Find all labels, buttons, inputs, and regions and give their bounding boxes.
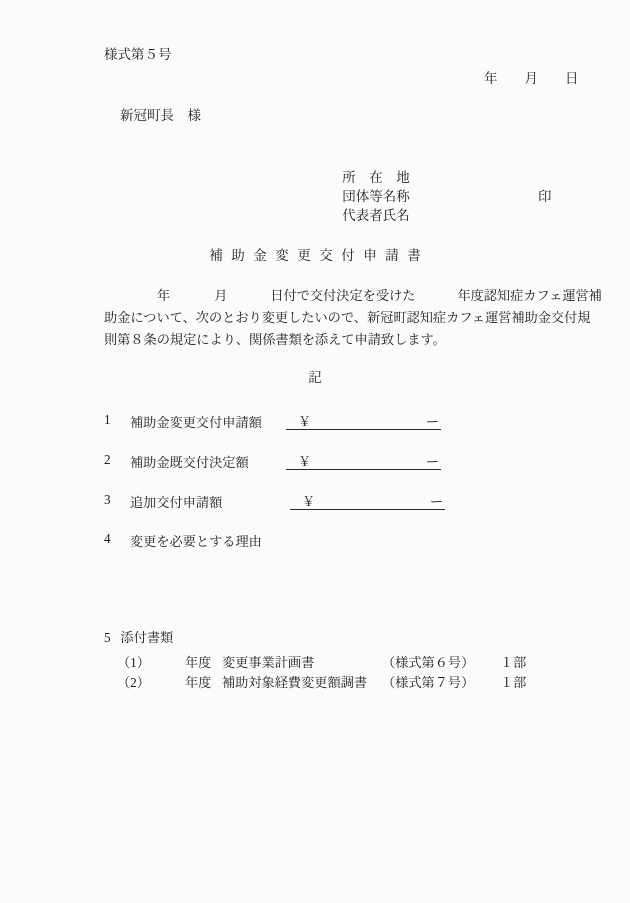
yen-symbol: ￥ <box>302 494 316 509</box>
item-3-trailing-dash: ー <box>429 494 443 509</box>
item-2-trailing-dash: ー <box>425 454 439 469</box>
item-4-number: 4 <box>104 531 111 546</box>
attachment-year: 年度 <box>185 675 212 690</box>
body-line-1-mid: 日付で交付決定を受けた <box>270 288 416 303</box>
body-line-1-end: 年度認知症カフェ運営補 <box>457 288 602 303</box>
attachment-name: 変更事業計画書 <box>222 655 315 670</box>
item-4-label: 変更を必要とする理由 <box>130 534 262 549</box>
item-1-amount-field[interactable] <box>286 411 441 430</box>
item-row-3 <box>104 492 534 512</box>
attachment-index: （1） <box>117 655 150 670</box>
applicant-organization-label: 団体等名称 <box>342 189 410 204</box>
yen-symbol: ￥ <box>298 414 312 429</box>
item-row-2 <box>104 452 534 472</box>
body-line-2: 助金について、次のとおり変更したいので、新冠町認知症カフェ運営補助金交付規 <box>104 310 591 325</box>
attachments-heading <box>104 631 173 644</box>
date-month-label: 月 <box>524 71 538 86</box>
item-1-trailing-dash: ー <box>425 414 439 429</box>
attachment-count: １部 <box>500 675 527 690</box>
applicant-organization-row <box>322 168 410 204</box>
item-3-number: 3 <box>104 492 111 507</box>
attachment-row <box>104 672 574 692</box>
body-line-3: 則第８条の規定により、関係書類を添えて申請致します。 <box>104 332 446 347</box>
attachments-number: 5 <box>104 630 111 645</box>
attachment-form: （様式第７号） <box>382 675 475 690</box>
attachment-index: （2） <box>117 675 150 690</box>
seal-mark: 印 <box>538 189 552 204</box>
yen-symbol: ￥ <box>298 454 312 469</box>
body-month-label: 月 <box>214 288 228 303</box>
date-day-label: 日 <box>565 71 579 86</box>
ki-mark: 記 <box>308 370 322 385</box>
attachment-name: 補助対象経費変更額調書 <box>222 675 368 690</box>
attachments-heading-label: 添付書類 <box>120 630 174 645</box>
applicant-block <box>322 149 552 223</box>
page-title: 補助金変更交付申請書 <box>209 248 430 263</box>
applicant-representative-row <box>322 187 552 223</box>
addressee-line: 新冠町長 様 <box>120 108 201 123</box>
attachment-form: （様式第６号） <box>382 655 475 670</box>
body-year-label: 年 <box>157 288 171 303</box>
item-1-number: 1 <box>104 412 111 427</box>
applicant-address-label: 所 在 地 <box>342 170 410 185</box>
item-2-label: 補助金既交付決定額 <box>130 455 249 470</box>
applicant-representative-label: 代表者氏名 <box>342 208 410 223</box>
item-3-label: 追加交付申請額 <box>130 495 223 510</box>
item-2-number: 2 <box>104 452 111 467</box>
body-paragraph <box>104 285 616 351</box>
attachment-row <box>104 652 574 672</box>
attachment-year: 年度 <box>185 655 212 670</box>
applicant-address-row <box>322 149 410 185</box>
form-number: 様式第５号 <box>104 47 172 62</box>
attachment-count: １部 <box>500 655 527 670</box>
item-row-4 <box>104 531 534 551</box>
body-line-1 <box>104 285 616 307</box>
item-1-label: 補助金変更交付申請額 <box>130 415 262 430</box>
item-row-1 <box>104 412 534 432</box>
item-2-amount-field[interactable] <box>286 451 441 470</box>
date-line <box>484 72 579 86</box>
date-year-label: 年 <box>484 71 498 86</box>
item-3-amount-field[interactable] <box>290 491 445 510</box>
